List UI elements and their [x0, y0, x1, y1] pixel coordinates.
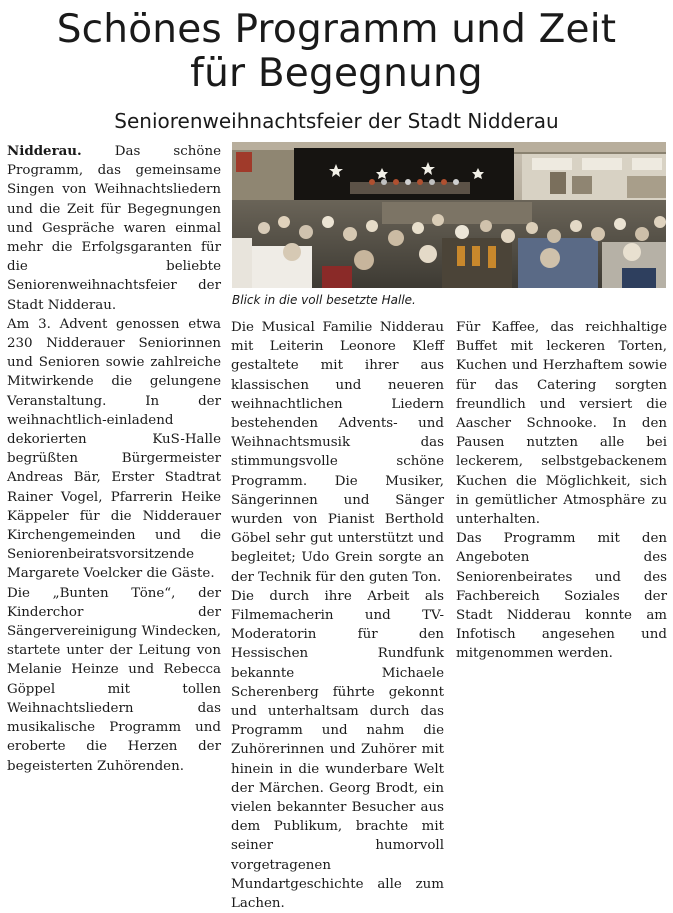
dateline: Nidderau. [7, 143, 82, 159]
paragraph-7: Das Programm mit den Angeboten des Seniorenbeirates und des Fachbereich Soziales der Stadt Nidderau konnte am Infotisch angesehen und mitgenommen werden. [456, 531, 667, 662]
subheadline: Seniorenweihnachtsfeier der Stadt Nidderau [114, 109, 559, 133]
article-column-1 [7, 142, 221, 776]
paragraph-6: Für Kaffee, das reichhaltige Buffet mit leckeren Torten, Kuchen und Herzhaftem sowie für das Catering sorgten freundlich und versiert die Aascher Schnooke. In den Pausen nutzten alle bei leckerem, selbstgebackenem Kuchen die Möglichkeit, sich in gemütlicher Atmosphäre zu unterhalten. [456, 320, 667, 528]
headline [0, 8, 673, 96]
headline-line-1: Schönes Programm und Zeit [56, 7, 617, 52]
article-column-3 [456, 318, 667, 664]
headline-line-2: für Begegnung [190, 51, 483, 96]
paragraph-3: Die „Bunten Töne“, der Kinderchor der Sängervereinigung Windecken, startete unter der Leitung von Melanie Heinze und Rebecca Göppel mit tollen Weihnachtsliedern das musikalische Programm und eroberte die Herzen der begeisterten Zuhörenden. [7, 585, 221, 774]
paragraph-1-text: Das schöne Programm, das gemeinsame Singen von Weihnachtsliedern und die Zeit für Begegnungen und Gespräche waren einmal mehr die Erfolgsgaranten für die beliebte Seniorenweihnachtsfeier der Stadt Nidderau. [7, 144, 221, 313]
paragraph-1 [7, 142, 221, 315]
paragraph-4: Die Musical Familie Nidderau mit Leiterin Leonore Kleff gestaltete mit ihrer aus klassischen und neueren weihnachtlichen Liedern bestehenden Advents- und Weihnachtsmusik das stimmungsvolle schöne Programm. Die Musiker, Sängerinnen und Sänger wurden von Pianist Berthold Göbel sehr gut unterstützt und begleitet; Udo Grein sorgte an der Technik für den guten Ton. [231, 320, 444, 585]
paragraph-2: Am 3. Advent genossen etwa 230 Nidderauer Seniorinnen und Senioren sowie zahlreiche Mitwirkende die gelungene Veranstaltung. In der weihnachtlich-einladend dekorierten KuS-Halle begrüßten Bürgermeister Andreas Bär, Erster Stadtrat Rainer Vogel, Pfarrerin Heike Käppeler für die Nidderauer Kirchengemeinden und die Seniorenbeiratsvorsitzende Margarete Voelcker die Gäste. [7, 316, 221, 582]
photo-caption: Blick in die voll besetzte Halle. [232, 293, 416, 307]
hall-photo [232, 142, 666, 288]
article-column-2 [231, 318, 444, 913]
paragraph-5: Die durch ihre Arbeit als Filmemacherin und TV-Moderatorin für den Hessischen Rundfunk bekannte Michaele Scherenberg führte gekonnt und unterhaltsam durch das Programm und nahm die Zuhörerinnen und Zuhörer mit hinein in die wunderbare Welt der Märchen. Georg Brodt, ein vielen bekannter Besucher aus dem Publikum, brachte mit seiner humorvoll vorgetragenen Mundartgeschichte alle zum Lachen. [231, 588, 444, 912]
